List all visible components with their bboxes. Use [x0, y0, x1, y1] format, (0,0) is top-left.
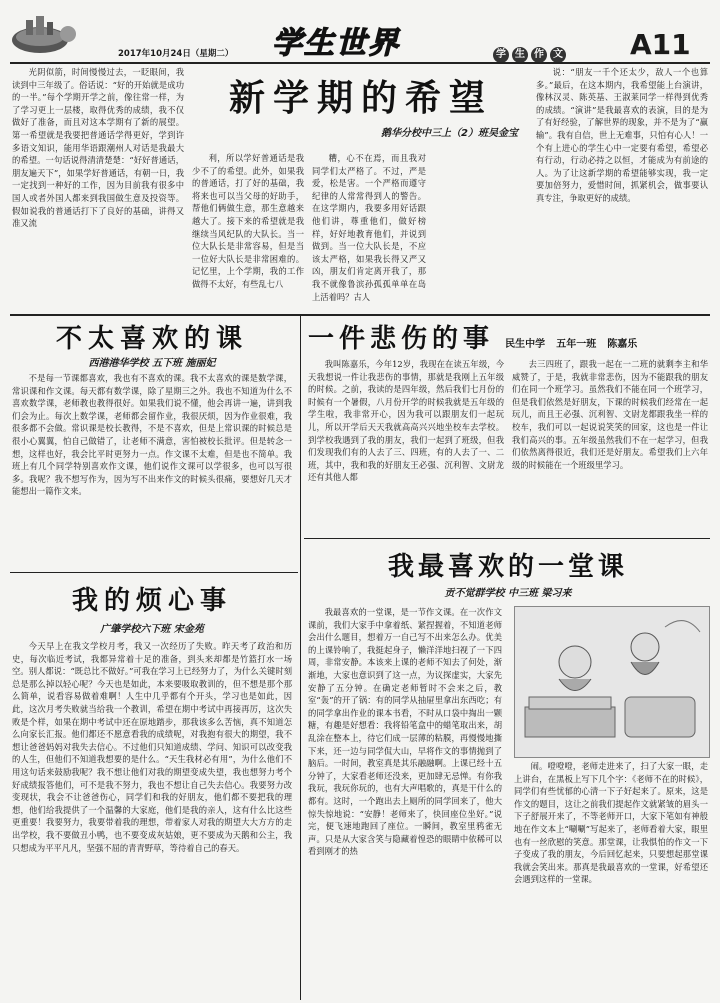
article4-title: 一件悲伤的事 [308, 324, 495, 354]
article1-col1: 光阴似箭，时间慢慢过去，一眨眼间，我读到中三年级了。俗话说：“好的开始就是成功的一半。”每个学期开学之前，像往常一样，为了学习更上一层楼，取得优秀的成绩，我不仅做好了准备，而且对这本学期有了新的展望。第一希望就是我要把普通话学得更好，学到许多语文知识，能用华语跟潮州人对话是我最大的希望。一句话说得清清楚楚：“好好普通话，朋友遍天下”，如果学好普通话，有朝一日，我一定找到一种好的工作，因为目前我有很多中国人或者外国人都来到我国做生意及投资等。假如说我的普通话打下了良好的基础，讲得又准又流 [12, 67, 184, 229]
article4-rule [304, 538, 710, 539]
article2-title: 不太喜欢的课 [55, 324, 248, 354]
column-divider [300, 316, 301, 1000]
page-number: A11 [630, 28, 691, 61]
article1-col3: 糟，心不在焉，而且我对同学们太严格了。不过，严是爱，松是害。一个严格而遵守纪律的人常常得到人的警告。在这学期内，我要多用好话跟他们讲，尊重他们，做好榜样，好好地教育他们，并说到做到。当一位大队长是，不应该太严格，如果我长得又严又凶，朋友们肯定离开我了，那我不就像鲁滨孙孤孤单单在岛上活着吗？古人 [312, 153, 426, 302]
article1-byline: 鹅华分校中三上（2）班吴金宝 [381, 128, 518, 139]
article4-col1: 我叫陈嘉乐，今年12岁，我现在在读五年级，今天我想说一件让我悲伤的事情，那就是我刚上五年级的时候。之前，我读的是四年级，然后我们七月份的时候有一个暑假，八月份开学的时候我就是五年级的学生啦，我非常开心，因为我可以跟朋友们一起玩儿，所以开学后天天我就高高兴兴地坐校车去学校。到学校我遇到了我的朋友，我们一起到了班级，但我们发现我们有的人去了三、四班，有的人去了一、二班，其中，我和我的好朋友王必强、沉利智、文尉龙还有其他人都 [308, 359, 504, 483]
article4-author: 陈嘉乐 [607, 339, 638, 350]
article2-body: 不是每一节课都喜欢，我也有不喜欢的课。我不太喜欢的课是数学课，常识课和作文课。每天都有数学课，除了星期三之外。我也不知道为什么不喜欢数学课，老师教也教得很好。如果我们说不懂，他会再讲一遍，讲到我们会为止。每次上数学课，老师都会留作业，我很厌烦，因为作业很难，我很多都不会做。常识课是校长教得，不是不喜欢，但是上常识课的时候总是很小心翼翼，怕自己做错了，让老师不满意，害怕被校长批评。但是转念一想，这样也好，我会比平时更努力一点。作文课不太难，但是也不简单。我班上有几个同学特别喜欢作文课，他们说作文课可以学很多，也可以写很多。我呢？我不想写作为，因为写不出来作文的时候头很痛，要想好几天才能想出一篇作文来。 [12, 373, 292, 497]
article1-rule [10, 314, 710, 316]
article1-col2: 利，所以学好普通话是我少不了的希望。此外，如果我的普通话，打了好的基础，我将来也可以当父母的好助手，帮他们俩做生意，那生意越来越大了。接下来的希望就是我继续当风纪队的大队长。当一位大队长是非常容易，但是当一位好大队长是非常困难的。记忆里，上个学期，我的工作做得不太好，有些乱七八 [192, 153, 304, 289]
section-char-2: 生 [512, 47, 528, 63]
article4-class: 五年一班 [556, 339, 597, 350]
article2-byline: 西港港华学校 五下班 施丽妃 [88, 358, 216, 369]
article3-body: 今天早上在我文学校月考，我又一次经历了失败。昨天考了政治和历史，每次临近考试，我都异常着十足的准备，到头来却都是竹篮打水一场空。别人都说：“既总比不做好。”可我在学习上已经努力了，为什么关键时刻总是那么掉以轻心呢？今天也是如此，本来要吸取教训的，但不想是那个那么简单，说看容易做着难啊！人生中几乎都有个开头，学习也是如此，因此，这次月考失败就当给我一个教训，希望在期中考试中再接再厉，这次失败是个样，如果在期中考试中还在原地踏步，那我该多么苦恼，真不知道怎么向家长汇报。他们都还不愿意看我的成绩呢，对我抱有很大的期望，我不想让爸爸妈妈对我失去信心。不过他们只知道成绩、学问、知识可以改变我的人生，但他们不知道我想要的是什么。“天生我材必有用”，为什么他们不用这句话来鼓励我呢？我不想让他们对我的期望变成失望，我也想努力考个好成绩报答他们，可不是我不努力，我也不想让自己失去信心。我要努力改变现状，我会不让爸爸伤心，同学们和我的好朋友，他们都不要把我的理想，他们给我提供了一个温馨的大家庭，他们是我的亲人，这有什么比这些更重要！我要努力，我要带着我的理想，带着家人对我的期望大大方方的走出学校，我不要做丑小鸭，也不要变成灰姑娘，更不要成为天鹅和公主，我只想成为平平凡凡，坚强不屈的青青野草，等待着自己的春天。 [12, 641, 292, 853]
article5-byline: 贡不觉群学校 中三班 梁习来 [444, 588, 572, 599]
article1-col4: 说：“朋友一千个还太少，敌人一个也算多。”最后，在这本期内，我希望能上台演讲，像林汉灵、陈英基、王淑莱同学一样得到优秀的成绩。“演讲”是我最喜欢的表演，目的是为了有好经验，了解世界的现象，并不是为了“赢输”。我有自信，世上无难事，只怕有心人！一个有上进心的学生心中一定要有希望，希望必有行动，行动必持之以恒，才能成为有前途的人。为了让这新学期的希望能够实现，我一定要加倍努力，爱惜时间，抓紧机会，做事要认真专注，争取更好的成绩。 [536, 67, 708, 203]
article1-title: 新学期的希望 [228, 78, 493, 119]
header-rule [10, 62, 710, 64]
article5-col2: 闹。噔噔噔，老师走进来了，扫了大家一眼，走上讲台，在黑板上写下几个字：《老师不在的时候》，同学们有些忧郁的心清一下子好起来了。原来，这是作文的题目，这让之前我们提起作文就紧皱的眉头一下子舒展开来了，不等老师开口，大家下笔如有神般地在作文本上“唰唰”写起来了，老师看着大家，眼里也有一丝欣慰的笑意。那堂课，让我惧怕的作文一下子变成了我的朋友，今后回忆起来，只要想起那堂课我就会笑出来。那真是我最喜欢的一堂课，好希望还会遇到这样的一堂课。 [514, 761, 708, 885]
section-char-1: 学 [493, 47, 509, 63]
article3-title: 我的烦心事 [71, 586, 232, 616]
article4-col2: 去三四班了，跟我一起在一二班的就剩李主和华威赞了，于是，我就非常悲伤，因为不能跟我的朋友们在同一个班学习。虽然我们不能在同一个班学习，但是我们依然是好朋友，下课的时候我们经常在一起玩儿，而且王必强、沉利智、文尉龙都跟我坐一样的校车，我们可以一起说说笑笑的回家，这也是一件让我们高兴的事。五年级虽然我们不在一起学习，但我们依然离得很近，我们还是好朋友。希望我们上六年级的时候能在一个班级里学习。 [512, 359, 708, 470]
brand-title: 学生世界 [272, 26, 400, 61]
article4-heading [308, 318, 710, 358]
article4-school: 民生中学 [505, 339, 546, 350]
section-char-4: 文 [550, 47, 566, 63]
article5-title: 我最喜欢的一堂课 [387, 552, 628, 582]
article3-byline: 广肇学校六下班 宋金苑 [100, 624, 204, 635]
header-bar [10, 4, 710, 62]
article2-rule [10, 572, 298, 573]
section-label [490, 42, 566, 63]
students-books-icon [515, 607, 709, 757]
section-char-3: 作 [531, 47, 547, 63]
article5-col1: 我最喜欢的一堂课，是一节作文课。在一次作文课前，我们大家手中拿着纸、紧捏握着，不知道老师会出什么题目，想着万一自己写不出来怎么办。优美的上课铃响了，我挺起身子，懒洋洋地扫视了一下四周，非常安静。本该来上课的老师不知去了何处，渐渐地，大家也意识到了这一点，为议探虚实，大家先安静了五分钟。在确定老师暂时不会来之后，教室“轰”的开了锅：有的同学从抽屉里拿出东西吃；有的同学拿出作业的课本书看，不时从口袋中掏出一颗糖，有趣是好想看：我将铅笔盒中的蜡笔取出来，胡乱涂在整本上，待它们成一层薄的粘膜，再慢慢地撕下来，还一边与同学侃大山，早将作文的事情抛到了脑后。一时间，教室真是其乐融融啊。上课已经十五分钟了，大家看老师还没来，更加肆无忌惮。有你我我玩，我玩你玩的，也有大声唱歌的，真是干什么的都有。这时，一个跑出去上厕所的同学回来了，他大惊失惊地说：“安静！老师来了，快回座位坐好。”说完，便飞速地跑回了座位。一瞬间，教室里鸦雀无声。只是从大家含笑与隐藏着惶恐的眼睛中依稀可以看到刚才的热 [308, 607, 502, 857]
classroom-illustration [514, 606, 710, 758]
globe-logo-icon [10, 10, 90, 56]
issue-date: 2017年10月24日（星期二） [118, 49, 234, 59]
